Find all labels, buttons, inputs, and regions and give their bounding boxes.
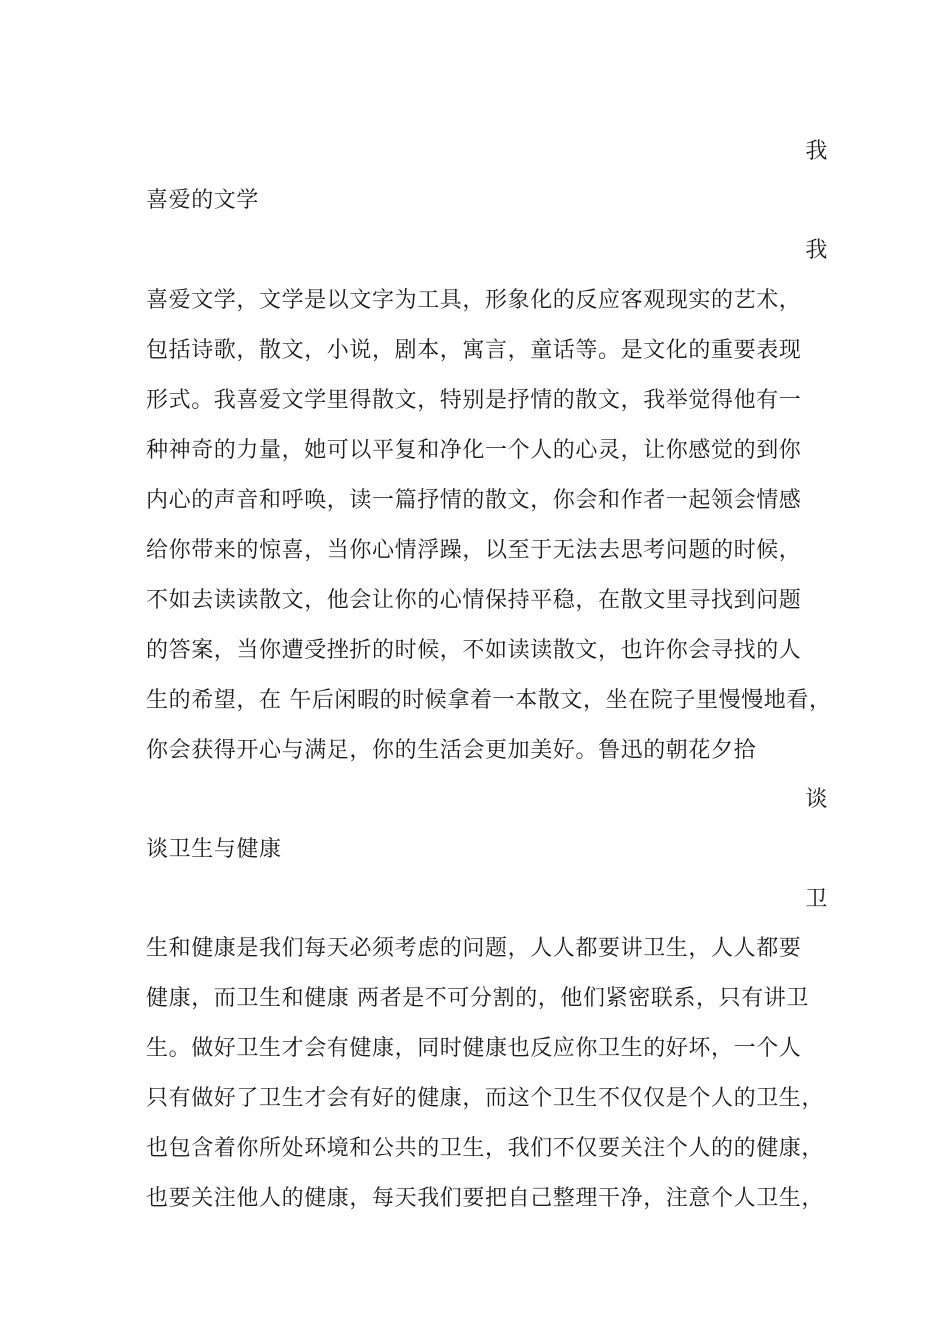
section1-line-4: 种神奇的力量，她可以平复和净化一个人的心灵，让你感觉的到你 xyxy=(146,438,802,463)
section2-line-3: 生。做好卫生才会有健康，同时健康也反应你卫生的好坏，一个人 xyxy=(146,1036,802,1061)
section2-paragraph-char: 卫 xyxy=(805,887,828,912)
section1-heading: 喜爱的文学 xyxy=(146,188,260,213)
section1-line-2: 包括诗歌，散文，小说，剧本，寓言，童话等。是文化的重要表现 xyxy=(146,338,802,363)
section1-line-7: 不如去读读散文，他会让你的心情保持平稳，在散文里寻找到问题 xyxy=(146,588,802,613)
section2-line-1: 生和健康是我们每天必须考虑的问题，人人都要讲卫生，人人都要 xyxy=(146,936,802,961)
section1-paragraph-char: 我 xyxy=(805,238,828,263)
section2-line-2: 健康，而卫生和健康 两者是不可分割的，他们紧密联系，只有讲卫 xyxy=(146,986,809,1011)
section2-line-4: 只有做好了卫生才会有好的健康，而这个卫生不仅仅是个人的卫生， xyxy=(146,1086,825,1111)
section2-heading: 谈卫生与健康 xyxy=(146,837,282,862)
section1-line-10: 你会获得开心与满足，你的生活会更加美好。鲁迅的朝花夕拾 xyxy=(146,738,757,763)
section2-line-6: 也要关注他人的健康，每天我们要把自己整理干净，注意个人卫生， xyxy=(146,1186,825,1211)
section1-line-9: 生的希望，在 午后闲暇的时候拿着一本散文，坐在院子里慢慢地看， xyxy=(146,688,832,713)
section1-line-8: 的答案，当你遭受挫折的时候，不如读读散文，也许你会寻找的人 xyxy=(146,638,802,663)
section1-line-3: 形式。我喜爱文学里得散文，特别是抒情的散文，我举觉得他有一 xyxy=(146,388,802,413)
section2-line-5: 也包含着你所处环境和公共的卫生，我们不仅要关注个人的的健康， xyxy=(146,1136,825,1161)
section2-heading-char: 谈 xyxy=(805,787,828,812)
section1-line-1: 喜爱文学，文学是以文字为工具，形象化的反应客观现实的艺术， xyxy=(146,288,802,313)
section1-line-5: 内心的声音和呼唤，读一篇抒情的散文，你会和作者一起领会情感 xyxy=(146,488,802,513)
section1-heading-char: 我 xyxy=(805,139,828,164)
section1-line-6: 给你带来的惊喜，当你心情浮躁，以至于无法去思考问题的时候， xyxy=(146,538,802,563)
